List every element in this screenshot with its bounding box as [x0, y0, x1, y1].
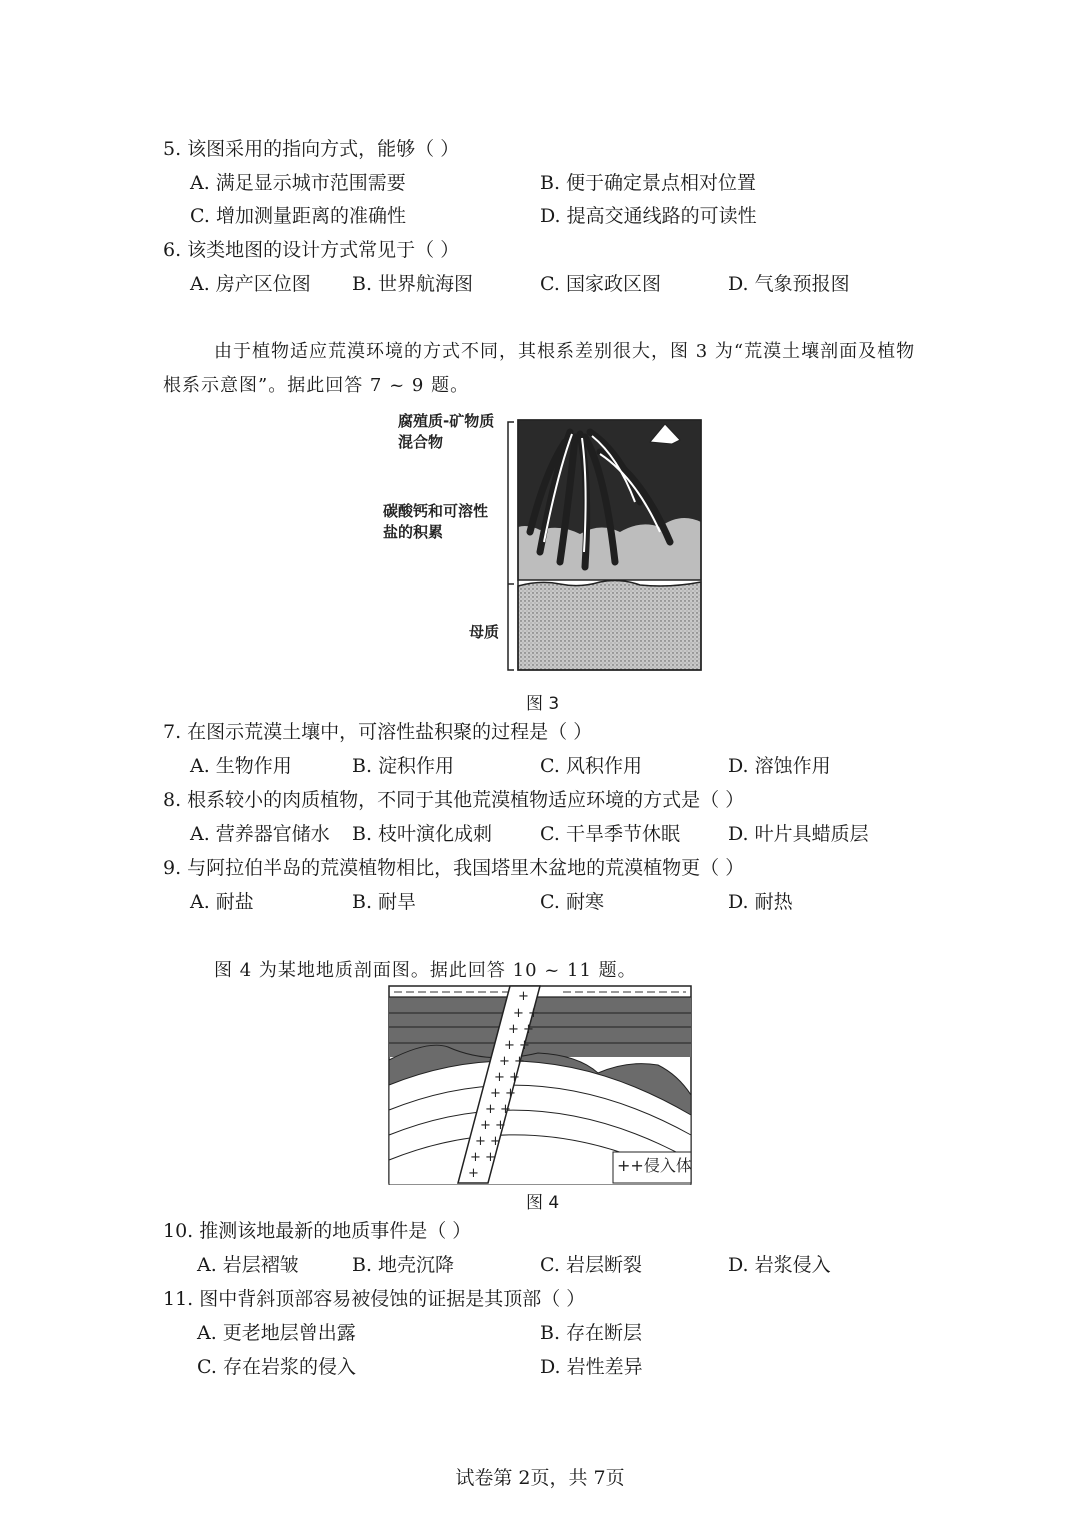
q5-option-a: A. 满足显示城市范围需要: [190, 172, 406, 194]
page-footer: 试卷第 2页，共 7页: [455, 1467, 625, 1489]
q11-stem: 11. 图中背斜顶部容易被侵蚀的证据是其顶部（ ）: [163, 1288, 586, 1310]
fig3-label-carbonate: 碳酸钙和可溶性: [383, 502, 489, 520]
q5-option-c: C. 增加测量距离的准确性: [190, 205, 406, 227]
svg-text:+ +: + +: [480, 1118, 506, 1133]
q9-option-a: A. 耐盐: [190, 891, 254, 913]
q11-option-b: B. 存在断层: [540, 1322, 643, 1344]
fig4-legend-intrusion: ++侵入体: [617, 1156, 692, 1175]
fig3-label-humus: 腐殖质-矿物质: [398, 412, 495, 430]
q6-option-a: A. 房产区位图: [190, 273, 311, 295]
q7-stem: 7. 在图示荒漠土壤中，可溶性盐积聚的过程是（ ）: [163, 721, 593, 743]
q5-option-b: B. 便于确定景点相对位置: [540, 172, 757, 194]
svg-text:+ +: + +: [508, 1022, 534, 1037]
q11-option-a: A. 更老地层曾出露: [197, 1322, 356, 1344]
q10-option-c: C. 岩层断裂: [540, 1254, 642, 1276]
intro-7-9-line2: 根系示意图”。据此回答 7 ~ 9 题。: [163, 375, 470, 396]
q6-stem: 6. 该类地图的设计方式常见于（ ）: [163, 239, 460, 261]
fig4-caption: 图 4: [526, 1193, 560, 1213]
q7-option-b: B. 淀积作用: [352, 755, 455, 777]
svg-text:+ +: + +: [475, 1134, 501, 1149]
q5-stem: 5. 该图采用的指向方式，能够（ ）: [163, 138, 460, 160]
q7-option-c: C. 风积作用: [540, 755, 642, 777]
geologic-section-figure: [388, 985, 692, 1185]
q8-option-b: B. 枝叶演化成刺: [352, 823, 493, 845]
q9-option-d: D. 耐热: [728, 891, 793, 913]
q9-option-b: B. 耐旱: [352, 891, 417, 913]
q7-option-d: D. 溶蚀作用: [728, 755, 831, 777]
q8-stem: 8. 根系较小的肉质植物，不同于其他荒漠植物适应环境的方式是（ ）: [163, 789, 745, 811]
intro-10-11: 图 4 为某地地质剖面图。据此回答 10 ~ 11 题。: [214, 960, 637, 981]
q11-option-d: D. 岩性差异: [540, 1356, 643, 1378]
svg-text:+ +: + +: [494, 1070, 520, 1085]
q6-option-c: C. 国家政区图: [540, 273, 661, 295]
soil-profile-figure: [500, 412, 710, 677]
q10-option-d: D. 岩浆侵入: [728, 1254, 831, 1276]
svg-text:+ +: + +: [490, 1086, 516, 1101]
q5-option-d: D. 提高交通线路的可读性: [540, 205, 757, 227]
svg-text:+: +: [468, 1166, 479, 1181]
svg-text:+ +: + +: [513, 1006, 539, 1021]
q6-option-b: B. 世界航海图: [352, 273, 474, 295]
q8-option-a: A. 营养器官储水: [190, 823, 330, 845]
svg-text:+ +: + +: [499, 1054, 525, 1069]
svg-text:+ +: + +: [470, 1150, 496, 1165]
fig3-label-parent-material: 母质: [469, 623, 500, 641]
fig3-label-carbonate-2: 盐的积累: [383, 523, 444, 541]
svg-text:+ +: + +: [485, 1102, 511, 1117]
fig3-label-humus-2: 混合物: [398, 433, 444, 451]
svg-text:+: +: [518, 989, 529, 1004]
q10-option-a: A. 岩层褶皱: [197, 1254, 299, 1276]
fig3-caption: 图 3: [526, 694, 560, 714]
q7-option-a: A. 生物作用: [190, 755, 292, 777]
q8-option-d: D. 叶片具蜡质层: [728, 823, 869, 845]
q11-option-c: C. 存在岩浆的侵入: [197, 1356, 356, 1378]
intro-7-9-line1: 由于植物适应荒漠环境的方式不同，其根系差别很大，图 3 为“荒漠土壤剖面及植物: [214, 341, 916, 362]
q9-stem: 9. 与阿拉伯半岛的荒漠植物相比，我国塔里木盆地的荒漠植物更（ ）: [163, 857, 745, 879]
q9-option-c: C. 耐寒: [540, 891, 604, 913]
svg-text:+ +: + +: [504, 1038, 530, 1053]
q8-option-c: C. 干旱季节休眠: [540, 823, 680, 845]
q10-option-b: B. 地壳沉降: [352, 1254, 455, 1276]
q10-stem: 10. 推测该地最新的地质事件是（ ）: [163, 1220, 472, 1242]
q6-option-d: D. 气象预报图: [728, 273, 850, 295]
